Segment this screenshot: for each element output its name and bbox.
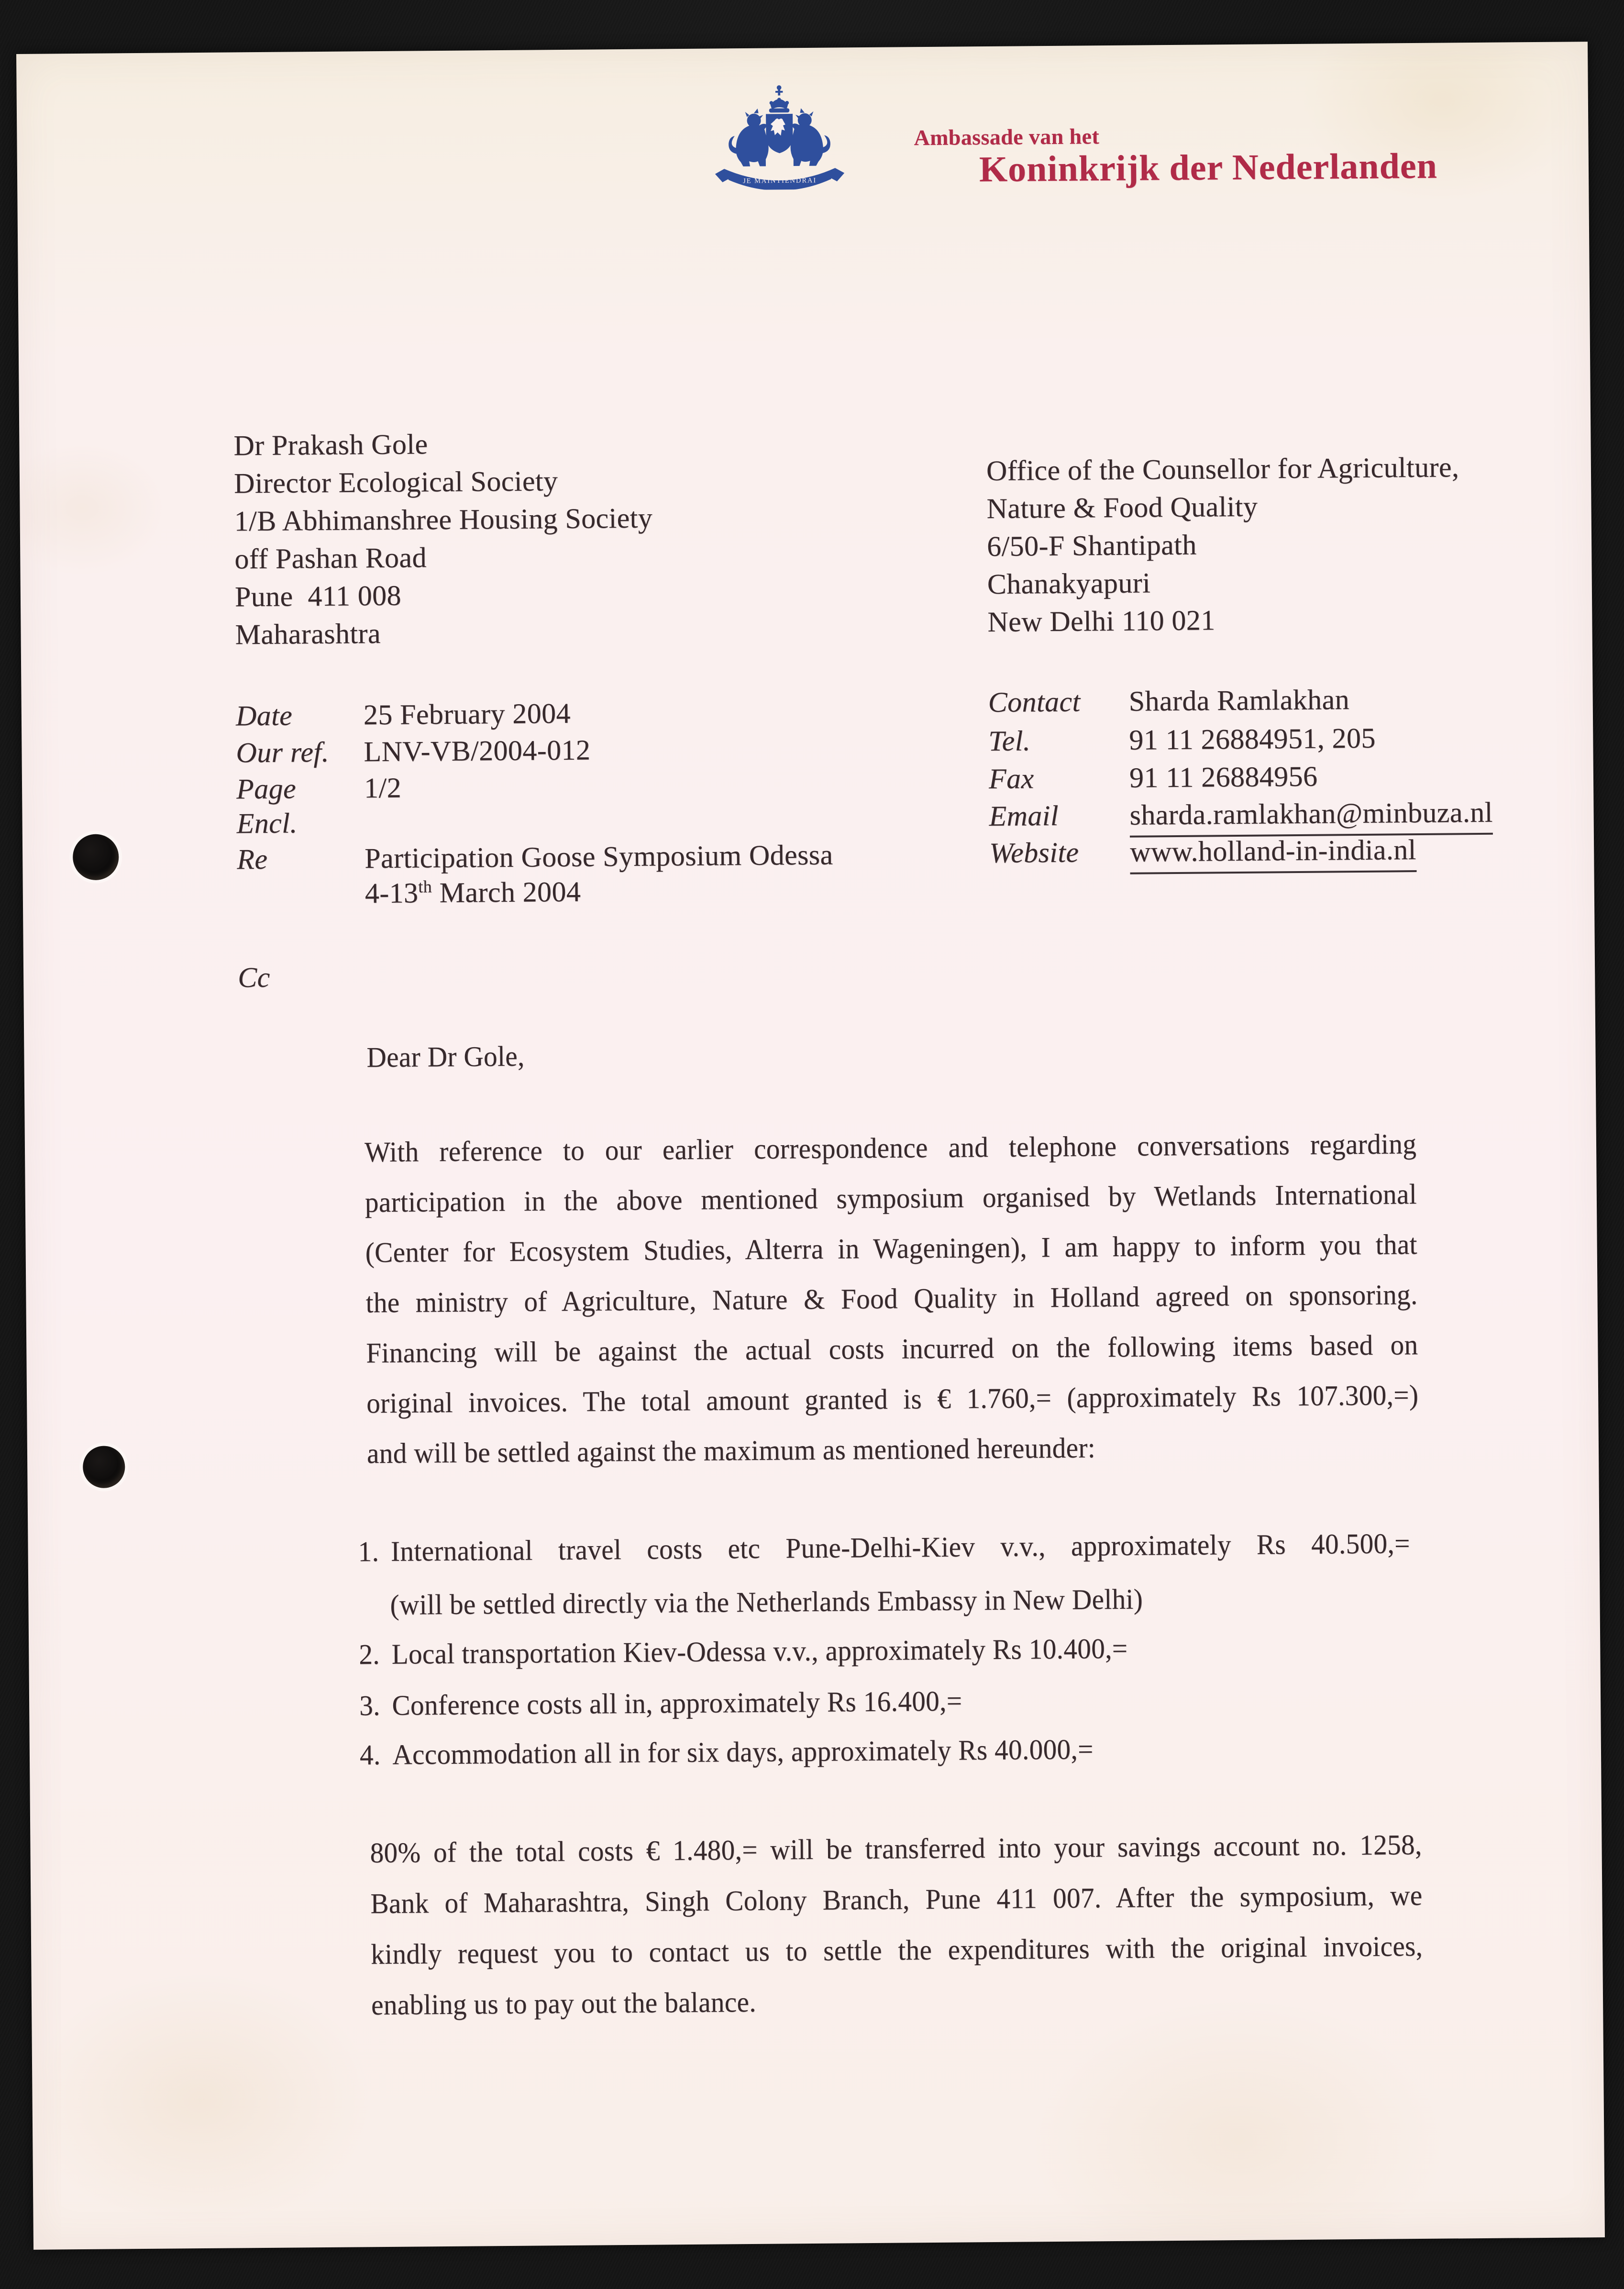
list-item-2 (359, 1621, 1411, 1680)
fax-label: Fax (988, 763, 1034, 795)
tel-value: 91 11 26884951, 205 (1129, 722, 1376, 756)
list-item-text: Conference costs all in, approximately Rs 16.400,= (392, 1685, 962, 1721)
contact-row-email (989, 793, 1611, 834)
recipient-street2: off Pashan Road (234, 542, 427, 575)
contact-label: Contact (988, 686, 1081, 719)
list-item-4 (360, 1722, 1412, 1780)
paragraph1-line: original invoices. The total amount granted is € 1.760,= (approximately Rs 107.300,=) (366, 1379, 1419, 1419)
re-dates-prefix: 4-13 (365, 877, 419, 909)
contact-row-fax (989, 756, 1611, 797)
fax-value: 91 11 26884956 (1129, 760, 1318, 794)
list-item-number: 1. (358, 1536, 379, 1568)
letterhead-org-prefix: Ambassade van het (914, 124, 1100, 150)
list-item-number: 2. (359, 1638, 380, 1670)
list-item-number: 4. (359, 1739, 381, 1771)
tel-label: Tel. (988, 725, 1031, 757)
recipient-title: Director Ecological Society (233, 465, 558, 499)
date-value: 25 February 2004 (363, 697, 571, 731)
date-label: Date (235, 699, 293, 732)
website-label: Website (989, 836, 1079, 869)
paragraph2-line: enabling us to pay out the balance. (371, 1986, 757, 2021)
email-label: Email (989, 799, 1059, 832)
ourref-label: Our ref. (236, 736, 330, 769)
list-item-number: 3. (359, 1690, 381, 1722)
encl-label: Encl. (236, 807, 298, 840)
list-item-text: Accommodation all in for six days, approximately Rs 40.000,= (392, 1733, 1094, 1770)
re-dates-suffix: March 2004 (431, 875, 581, 909)
list-item-text: International travel costs etc Pune-Delhi-Kiev v.v., approximately Rs 40.500,= (390, 1527, 1410, 1567)
paragraph1-line: and will be settled against the maximum as mentioned hereunder: (366, 1432, 1096, 1470)
email-value: sharda.ramlakhan@minbuza.nl (1129, 794, 1493, 838)
re-dates-ordinal: th (418, 877, 432, 896)
cc-label: Cc (237, 961, 270, 994)
meta-re-dates (365, 868, 1322, 912)
recipient-address (233, 424, 653, 654)
letter-page (16, 42, 1605, 2250)
contact-row-name (988, 679, 1610, 720)
punch-hole (73, 834, 119, 880)
paragraph2-line: 80% of the total costs € 1.480,= will be transferred into your savings account no. 1258, (370, 1829, 1422, 1869)
page-label: Page (236, 773, 297, 805)
office-line: Office of the Counsellor for Agriculture, (986, 451, 1459, 487)
office-line: Nature & Food Quality (986, 490, 1258, 525)
recipient-street: 1/B Abhimanshree Housing Society (234, 502, 653, 537)
paragraph1-line: the ministry of Agriculture, Nature & Food Quality in Holland agreed on sponsoring. (365, 1279, 1418, 1319)
sender-office-address (986, 448, 1460, 641)
salutation: Dear Dr Gole, (366, 1040, 525, 1073)
list-item-1 (358, 1518, 1410, 1577)
contact-row-tel (988, 718, 1611, 759)
letterhead-org-name: Koninkrijk der Nederlanden (979, 145, 1438, 190)
paragraph1-line: Financing will be against the actual costs incurred on the following items based on (366, 1329, 1418, 1369)
recipient-city: Pune 411 008 (234, 579, 402, 613)
paragraph2-line: kindly request you to contact us to settle the expenditures with the original invoices, (370, 1930, 1423, 1970)
list-item-1-continued: (will be settled directly via the Netherlands Embassy in New Delhi) (390, 1583, 1143, 1621)
paragraph1-line: participation in the above mentioned symposium organised by Wetlands International (365, 1178, 1417, 1218)
paragraph2-line: Bank of Maharashtra, Singh Colony Branch, Pune 411 007. After the symposium, we (370, 1880, 1423, 1920)
list-item-3 (359, 1672, 1412, 1731)
recipient-state: Maharashtra (235, 618, 381, 651)
contact-value: Sharda Ramlakhan (1128, 684, 1350, 717)
re-subject: Participation Goose Symposium Odessa (364, 839, 833, 874)
re-label: Re (237, 843, 268, 875)
contact-row-website (989, 830, 1612, 871)
website-value: www.holland-in-india.nl (1130, 831, 1416, 874)
ourref-value: LNV-VB/2004-012 (364, 734, 591, 768)
recipient-name: Dr Prakash Gole (233, 428, 428, 462)
office-line: New Delhi 110 021 (987, 604, 1215, 638)
page-value: 1/2 (364, 772, 402, 804)
punch-hole (83, 1446, 125, 1488)
paragraph1-line: (Center for Ecosystem Studies, Alterra in Wageningen), I am happy to inform you that (365, 1228, 1418, 1269)
list-item-text: Local transportation Kiev-Odessa v.v., approximately Rs 10.400,= (391, 1632, 1128, 1670)
paragraph1-line: With reference to our earlier correspondence and telephone conversations regarding (364, 1128, 1417, 1168)
cc-row (238, 959, 270, 996)
office-line: Chanakyapuri (987, 567, 1151, 600)
office-line: 6/50-F Shantipath (986, 529, 1197, 563)
crest-motto: JE MAINTIENDRAI (743, 177, 817, 185)
dutch-coat-of-arms-icon (709, 83, 850, 190)
